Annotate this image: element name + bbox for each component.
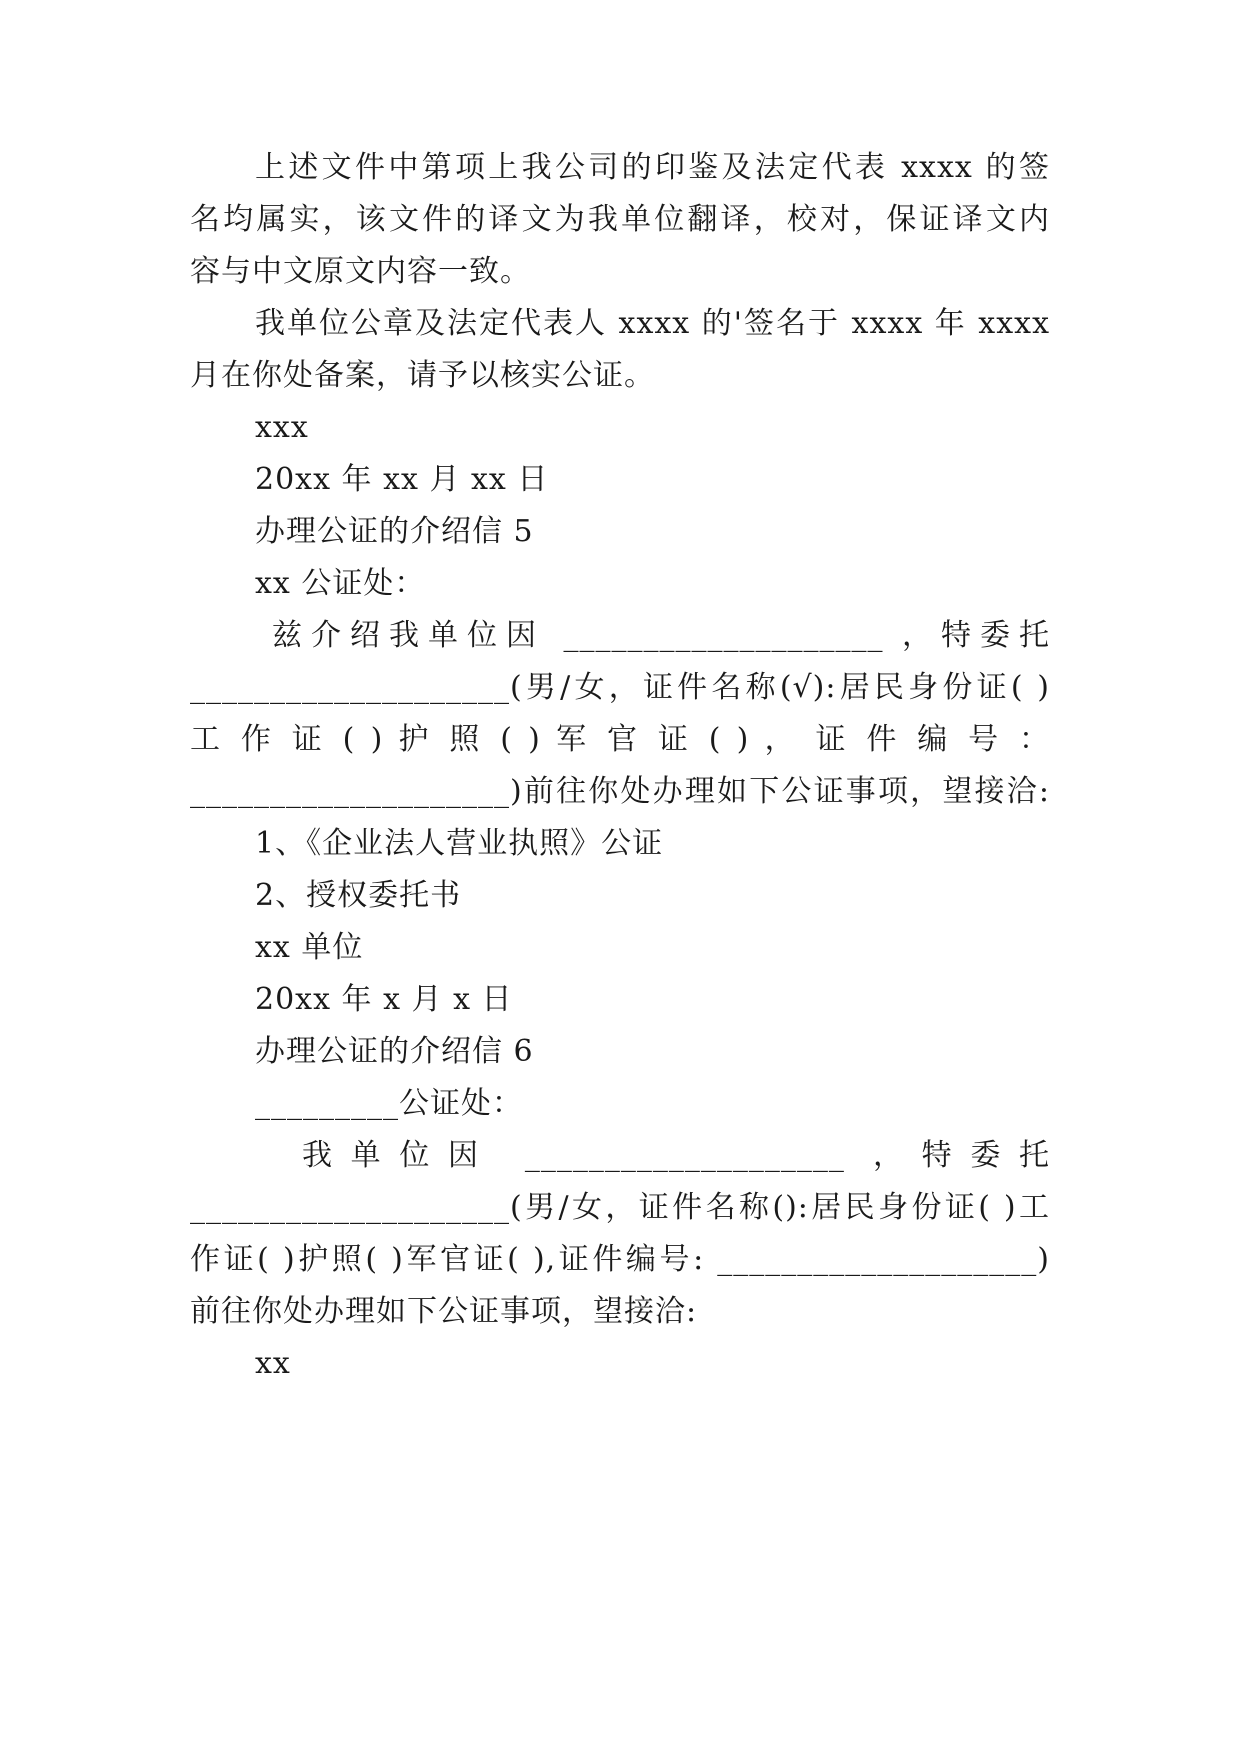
list-item-2: 2、授权委托书 (255, 878, 462, 913)
paragraph-verification-line-3: 容与中文原文内容一致。 (190, 254, 531, 289)
letter6-signer: xx (255, 1346, 291, 1381)
section-title-letter-6: 办理公证的介绍信 6 (255, 1034, 534, 1069)
letter6-body-line-2: ____________________(男/女，证件名称():居民身份证( )工 (190, 1190, 1050, 1225)
letter5-signer: xx 单位 (255, 930, 364, 965)
letter5-body-line-3: 工 作 证 ( ) 护 照 ( ) 军 官 证 ( ) ， 证 件 编 号 ： (190, 722, 1050, 757)
paragraph-seal-line-1: 我单位公章及法定代表人 xxxx 的'签名于 xxxx 年 xxxx (255, 306, 1050, 341)
list-item-1: 1、《企业法人营业执照》公证 (255, 826, 664, 861)
letter6-body-line-3: 作证( )护照( )军官证( ),证件编号: ____________________) (190, 1242, 1050, 1277)
paragraph-verification-line-1: 上述文件中第项上我公司的印鉴及法定代表 xxxx 的签 (255, 150, 1050, 185)
letter6-body-line-1: 我单位因 ____________________ ，特委托 (302, 1138, 1050, 1173)
letter5-date: 20xx 年 x 月 x 日 (255, 982, 513, 1017)
salutation-6: _________公证处： (255, 1086, 523, 1121)
signature-date: 20xx 年 xx 月 xx 日 (255, 462, 549, 497)
paragraph-seal-line-2: 月在你处备案，请予以核实公证。 (190, 358, 655, 393)
letter5-body-line-1: 兹介绍我单位因 ____________________ ，特委托 (272, 618, 1050, 653)
letter5-body-line-4: ____________________)前往你处办理如下公证事项，望接洽: (190, 774, 1050, 809)
paragraph-verification-line-2: 名均属实，该文件的译文为我单位翻译，校对，保证译文内 (190, 202, 1050, 237)
salutation-5: xx 公证处： (255, 566, 426, 601)
section-title-letter-5: 办理公证的介绍信 5 (255, 514, 534, 549)
letter5-body-line-2: ____________________(男/女，证件名称(√):居民身份证( ) (190, 670, 1050, 705)
letter6-body-line-4: 前往你处办理如下公证事项，望接洽: (190, 1294, 698, 1329)
signature-name: xxx (255, 410, 309, 445)
